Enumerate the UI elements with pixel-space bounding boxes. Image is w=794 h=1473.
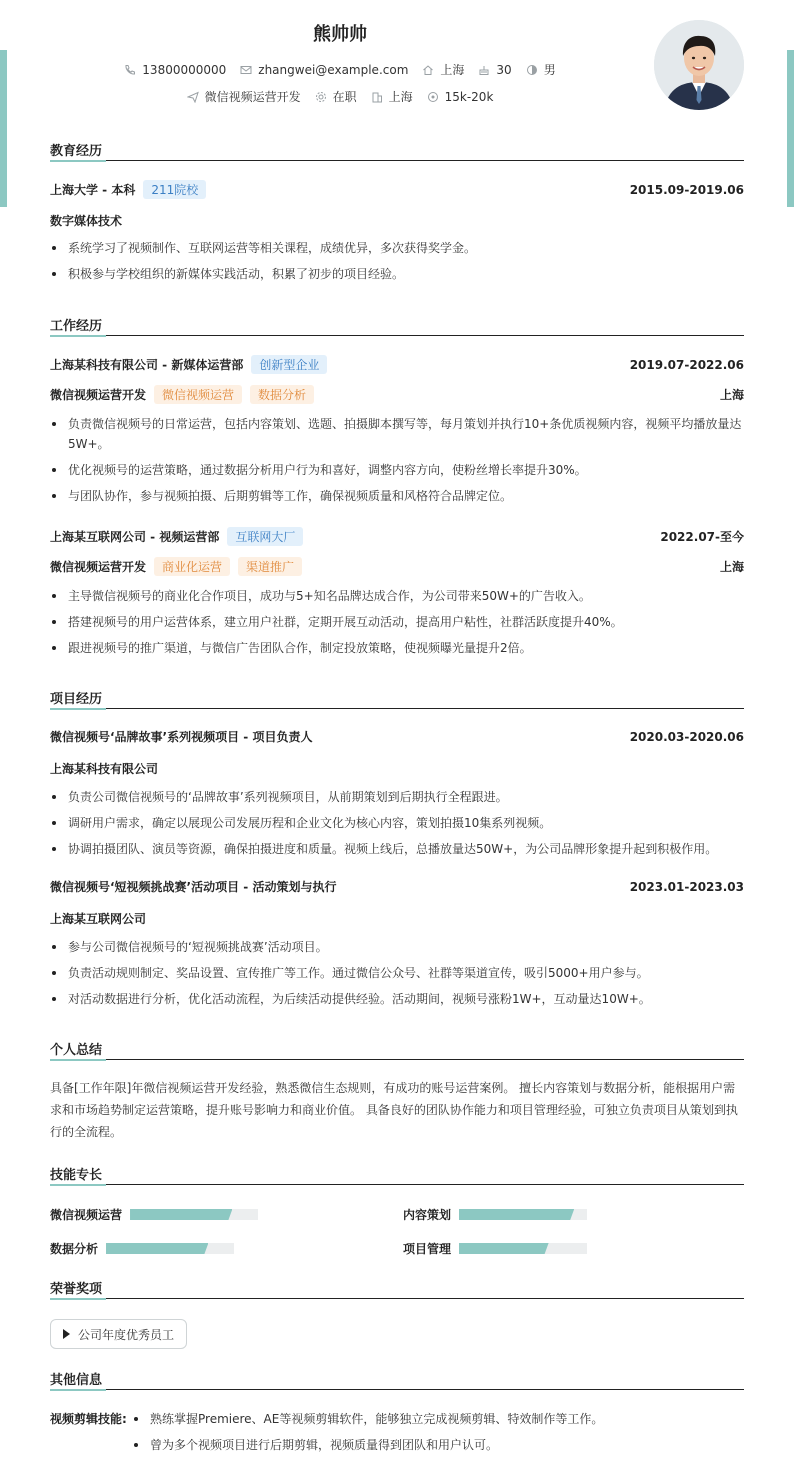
list-item: 负责微信视频号的日常运营，包括内容策划、选题、拍摄脚本撰写等，每月策划并执行10+条优质视频内容，视频平均播放量达5W+。 <box>50 414 744 454</box>
other-section <box>50 1369 744 1452</box>
project-dates: 2023.01-2023.03 <box>629 879 744 894</box>
list-item: 协调拍摄团队、演员等资源，确保拍摄进度和质量。视频上线后，总播放量达50W+，为公司品牌形象提升起到积极作用。 <box>50 839 744 859</box>
list-item: 曾为多个视频项目进行后期剪辑，视频质量得到团队和用户认可。 <box>132 1435 744 1455</box>
status-text: 在职 <box>332 90 357 104</box>
list-item: 搭建视频号的用户运营体系，建立用户社群，定期开展互动活动，提高用户粘性，社群活跃度提升40%。 <box>50 612 744 632</box>
skill-bar-fill <box>130 1209 232 1220</box>
award-label: 公司年度优秀员工 <box>78 1327 175 1342</box>
other-label: 视频剪辑技能: <box>50 1412 127 1426</box>
list-item: 负责公司微信视频号的‘品牌故事’系列视频项目，从前期策划到后期执行全程跟进。 <box>50 787 744 807</box>
job-title-text: 微信视频运营开发 <box>204 90 301 104</box>
building-icon <box>371 91 383 103</box>
job-1-bullets <box>50 414 744 512</box>
job-2-role <box>50 557 744 576</box>
role-tag: 数据分析 <box>250 385 314 404</box>
work-city-text: 上海 <box>388 90 413 104</box>
work-section <box>50 315 744 655</box>
section-title <box>50 1039 744 1059</box>
skill-name: 微信视频运营 <box>50 1208 123 1222</box>
section-divider <box>50 1298 744 1299</box>
list-item: 优化视频号的运营策略，通过数据分析用户行为和喜好，调整内容方向，使粉丝增长率提升30%。 <box>50 460 744 480</box>
section-accent <box>50 160 106 162</box>
job-1-role <box>50 385 744 404</box>
project-1-bullets <box>50 787 744 865</box>
project-2-head <box>50 878 744 895</box>
job-title-item <box>187 88 301 105</box>
section-divider <box>50 160 744 161</box>
city-item <box>422 61 464 78</box>
major-name: 数字媒体技术 <box>50 214 123 228</box>
section-title-text: 工作经历 <box>50 319 103 334</box>
section-accent <box>50 335 106 337</box>
right-accent-bar <box>787 50 794 207</box>
list-item: 系统学习了视频制作、互联网运营等相关课程，成绩优异，多次获得奖学金。 <box>50 238 744 258</box>
section-title <box>50 140 744 160</box>
phone-text: 13800000000 <box>142 62 227 77</box>
avatar <box>654 20 744 110</box>
job-2-head <box>50 527 744 546</box>
skill-item <box>403 1206 587 1223</box>
project-dates: 2020.03-2020.06 <box>629 729 744 744</box>
section-accent <box>50 708 106 710</box>
skill-item <box>50 1206 258 1223</box>
role-tag: 渠道推广 <box>238 557 302 576</box>
project-1-head <box>50 728 744 745</box>
age-item <box>478 63 511 77</box>
project-name: 微信视频号‘品牌故事’系列视频项目 - 项目负责人 <box>50 730 313 744</box>
list-item: 负责活动规则制定、奖品设置、宣传推广等工作。通过微信公众号、社群等渠道宣传，吸引5000+用户参与。 <box>50 963 744 983</box>
other-bullets <box>132 1409 744 1461</box>
status-item <box>315 88 357 105</box>
email-item <box>240 63 408 77</box>
project-company: 上海某互联网公司 <box>50 912 147 926</box>
coin-icon <box>427 91 439 103</box>
salary-item <box>427 90 494 104</box>
role-name: 微信视频运营开发 <box>50 388 147 402</box>
project-company: 上海某科技有限公司 <box>50 762 159 776</box>
section-title-text: 个人总结 <box>50 1043 103 1058</box>
skill-bar <box>459 1209 587 1220</box>
section-accent <box>50 1059 106 1061</box>
skill-name: 项目管理 <box>403 1242 452 1256</box>
section-title-text: 其他信息 <box>50 1373 103 1388</box>
gender-text: 男 <box>543 63 556 77</box>
projects-section <box>50 688 744 1006</box>
school-name: 上海大学 - 本科 <box>50 183 136 197</box>
gender-icon <box>526 64 538 76</box>
work-city-item <box>371 88 413 105</box>
section-accent <box>50 1389 106 1391</box>
education-section <box>50 140 744 281</box>
skill-item <box>50 1240 234 1257</box>
send-icon <box>187 91 199 103</box>
list-item: 熟练掌握Premiere、AE等视频剪辑软件，能够独立完成视频剪辑、特效制作等工作。 <box>132 1409 744 1429</box>
section-divider <box>50 1184 744 1185</box>
skills-section <box>50 1164 744 1256</box>
job-intent-row <box>50 88 630 105</box>
home-icon <box>422 64 434 76</box>
role-name: 微信视频运营开发 <box>50 560 147 574</box>
award-toggle[interactable] <box>50 1319 187 1349</box>
education-dates: 2015.09-2019.06 <box>629 182 744 197</box>
skill-name: 数据分析 <box>50 1242 99 1256</box>
section-title-text: 项目经历 <box>50 692 103 707</box>
skill-bar-fill <box>106 1243 208 1254</box>
job-1-head <box>50 355 744 374</box>
candidate-name: 熊帅帅 <box>313 24 367 45</box>
salary-text: 15k-20k <box>444 89 494 104</box>
phone-item <box>124 63 226 77</box>
list-item: 调研用户需求，确定以展现公司发展历程和企业文化为核心内容，策划拍摄10集系列视频。 <box>50 813 744 833</box>
section-divider <box>50 1389 744 1390</box>
skill-bar <box>106 1243 234 1254</box>
email-text: zhangwei@example.com <box>258 62 409 77</box>
awards-section <box>50 1278 744 1342</box>
company-tag: 创新型企业 <box>251 355 327 374</box>
skill-bar-fill <box>459 1209 574 1220</box>
cake-icon <box>478 64 490 76</box>
section-accent <box>50 1184 106 1186</box>
summary-section <box>50 1039 744 1139</box>
skill-bar <box>130 1209 258 1220</box>
section-title <box>50 1278 744 1298</box>
section-title-text: 技能专长 <box>50 1168 103 1183</box>
list-item: 参与公司微信视频号的‘短视频挑战赛’活动项目。 <box>50 937 744 957</box>
project-name: 微信视频号‘短视频挑战赛’活动项目 - 活动策划与执行 <box>50 880 337 894</box>
city-text: 上海 <box>440 63 465 77</box>
section-title <box>50 1164 744 1184</box>
job-dates: 2022.07-至今 <box>660 530 744 544</box>
section-title-text: 荣誉奖项 <box>50 1282 103 1297</box>
gender-item <box>526 61 556 78</box>
age-text: 30 <box>496 62 512 77</box>
job-location: 上海 <box>719 560 744 574</box>
school-tag: 211院校 <box>143 180 206 199</box>
section-divider <box>50 708 744 709</box>
list-item: 与团队协作，参与视频拍摄、后期剪辑等工作，确保视频质量和风格符合品牌定位。 <box>50 486 744 506</box>
section-divider <box>50 1059 744 1060</box>
list-item: 对活动数据进行分析，优化活动流程，为后续活动提供经验。活动期间，视频号涨粉1W+，互动量达10W+。 <box>50 989 744 1009</box>
section-accent <box>50 1298 106 1300</box>
role-tag: 微信视频运营 <box>154 385 242 404</box>
section-title <box>50 688 744 708</box>
list-item: 跟进视频号的推广渠道，与微信广告团队合作，制定投放策略，使视频曝光量提升2倍。 <box>50 638 744 658</box>
avatar-portrait-icon <box>654 20 744 110</box>
company-name: 上海某互联网公司 - 视频运营部 <box>50 530 220 544</box>
company-tag: 互联网大厂 <box>227 527 303 546</box>
job-2-bullets <box>50 586 744 664</box>
company-name: 上海某科技有限公司 - 新媒体运营部 <box>50 358 244 372</box>
list-item: 积极参与学校组织的新媒体实践活动，积累了初步的项目经验。 <box>50 264 744 284</box>
section-title <box>50 1369 744 1389</box>
caret-right-icon <box>63 1329 70 1339</box>
section-title <box>50 315 744 335</box>
section-divider <box>50 335 744 336</box>
phone-icon <box>124 64 136 76</box>
job-location: 上海 <box>719 388 744 402</box>
list-item: 主导微信视频号的商业化合作项目，成功与5+知名品牌达成合作，为公司带来50W+的广告收入。 <box>50 586 744 606</box>
education-entry-head <box>50 180 744 199</box>
skill-bar-fill <box>459 1243 549 1254</box>
contact-row <box>50 61 630 78</box>
project-2-bullets <box>50 937 744 1015</box>
left-accent-bar <box>0 50 7 207</box>
skill-name: 内容策划 <box>403 1208 452 1222</box>
skill-item <box>403 1240 587 1257</box>
job-dates: 2019.07-2022.06 <box>629 357 744 372</box>
role-tag: 商业化运营 <box>154 557 230 576</box>
section-title-text: 教育经历 <box>50 144 103 159</box>
mail-icon <box>240 64 252 76</box>
summary-text: 具备[工作年限]年微信视频运营开发经验，熟悉微信生态规则，有成功的账号运营案例。 擅长内容策划与数据分析，能根据用户需求和市场趋势制定运营策略，提升账号影响力和商业价值。 具备良好的团队协作能力和项目管理经验，可独立负责项目从策划到执行的全流程。 <box>50 1081 738 1139</box>
education-bullets <box>50 238 744 290</box>
gear-icon <box>315 91 327 103</box>
skill-bar <box>459 1243 587 1254</box>
